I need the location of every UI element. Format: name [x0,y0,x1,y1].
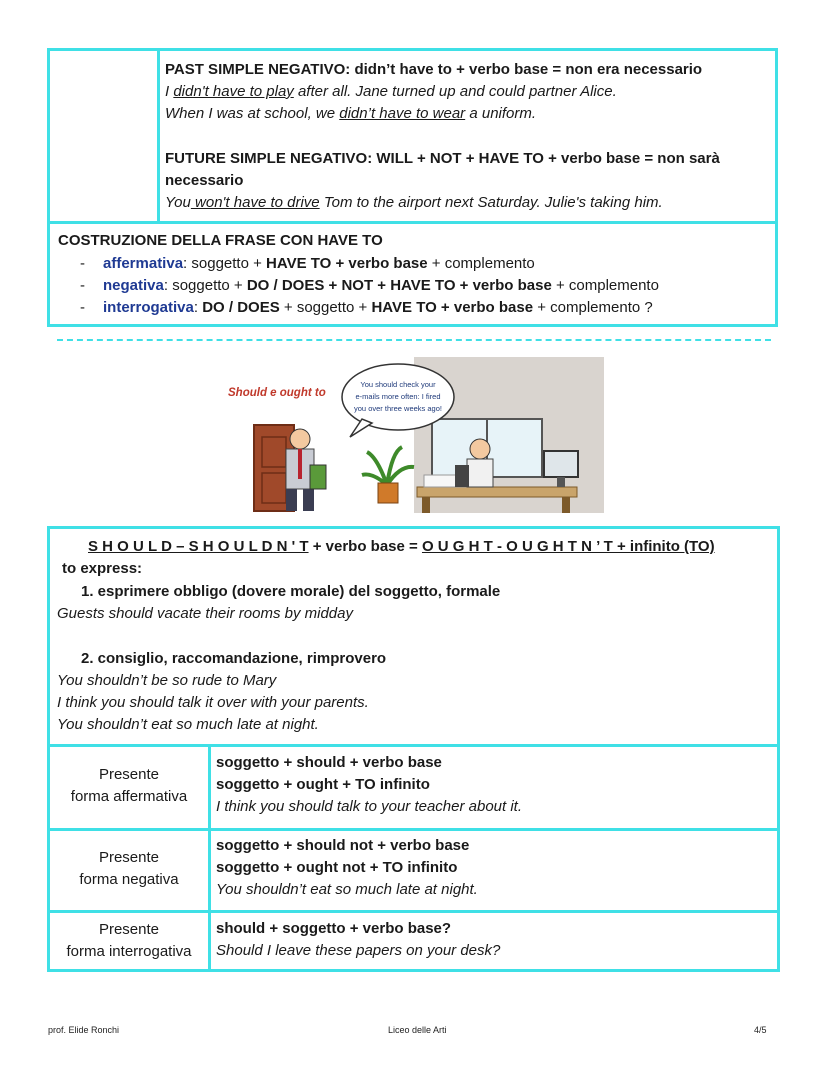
footer-page-number: 4/5 [754,1025,767,1035]
should-header: S H O U L D – S H O U L D N ' T + verbo base = O U G H T - O U G H T N ’ T + infinito (TO) [88,538,715,555]
future-simple-negative-header: FUTURE SIMPLE NEGATIVO: WILL + NOT + HAVE TO + verbo base = non sarà [165,150,720,167]
form-negativa-rule-2: soggetto + ought not + TO infinito [216,859,458,876]
table-divider [50,828,777,831]
bubble-line-2: e-mails more often: I fired [355,392,441,401]
future-simple-negative-header-cont: necessario [165,172,244,189]
point-2-example-3: You shouldn’t eat so much late at night. [57,716,319,733]
form-interrogativa-rule: should + soggetto + verbo base? [216,920,452,937]
form-label-affermativa: Presente forma affermativa [70,766,188,805]
have-to-table [47,48,778,327]
point-2: 2. consiglio, raccomandazione, rimprovero [81,650,387,667]
table-divider [50,744,777,747]
point-2-example-2: I think you should talk it over with your parents. [57,694,369,711]
form-affermativa-rule-2: soggetto + ought + TO infinito [216,776,430,793]
construction-row-negativa: - negativa: soggetto + DO / DOES + NOT + HAVE TO + verbo base + complemento [80,277,659,294]
future-example: You won't have to drive Tom to the airport next Saturday. Julie's taking him. [165,194,663,211]
form-label-negativa: Presente forma negativa [79,849,179,888]
table-divider [157,51,160,221]
form-label-interrogativa: Presente forma interrogativa [66,921,192,960]
table-divider [50,221,775,224]
office-cartoon-illustration [222,357,604,513]
table-divider [50,910,777,913]
point-2-example-1: You shouldn’t be so rude to Mary [57,672,277,689]
past-example-2: When I was at school, we didn’t have to wear a uniform. [165,105,537,122]
form-affermativa-example: I think you should talk to your teacher about it. [216,798,523,815]
point-1-example: Guests should vacate their rooms by midday [57,605,353,622]
point-1: 1. esprimere obbligo (dovere morale) del soggetto, formale [81,583,501,600]
bubble-line-1: You should check your [360,380,436,389]
construction-row-affermativa: - affermativa: soggetto + HAVE TO + verbo base + complemento [80,255,535,272]
form-negativa-rule-1: soggetto + should not + verbo base [216,837,470,854]
costruzione-title: COSTRUZIONE DELLA FRASE CON HAVE TO [58,232,383,249]
illustration-caption: Should e ought to [228,387,326,399]
to-express-label: to express: [62,560,143,577]
past-example-1: I didn't have to play after all. Jane turned up and could partner Alice. [165,83,617,100]
construction-row-interrogativa: - interrogativa: DO / DOES + soggetto + HAVE TO + verbo base + complemento ? [80,299,653,316]
past-simple-negative-header: PAST SIMPLE NEGATIVO: didn’t have to + verbo base = non era necessario [165,61,703,78]
table-divider [208,744,211,969]
footer-school: Liceo delle Arti [388,1025,447,1035]
should-table [47,526,780,972]
dashed-separator [57,339,771,341]
bubble-line-3: you over three weeks ago! [354,404,442,413]
form-affermativa-rule-1: soggetto + should + verbo base [216,754,442,771]
form-negativa-example: You shouldn’t eat so much late at night. [216,881,478,898]
form-interrogativa-example: Should I leave these papers on your desk? [216,942,501,959]
footer-author: prof. Elide Ronchi [48,1025,120,1035]
